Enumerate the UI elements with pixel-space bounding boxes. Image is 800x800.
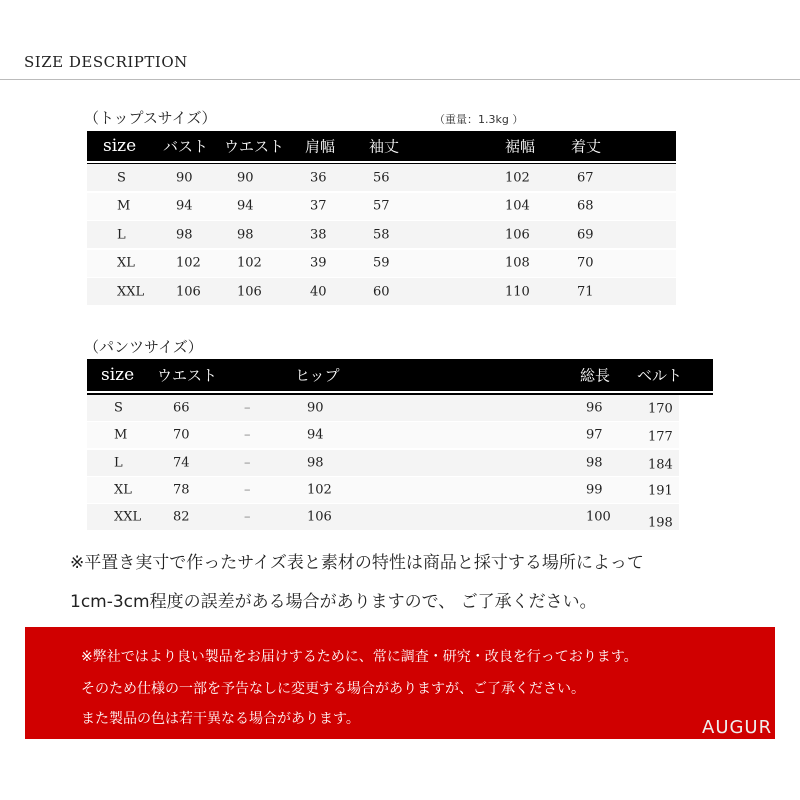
tops-row	[87, 164, 676, 191]
tops-row	[87, 278, 676, 305]
tops-cell-sleeve: 60	[373, 284, 390, 299]
pants-header-size: size	[101, 365, 135, 385]
tops-cell-length: 67	[577, 170, 594, 185]
tops-cell-hem: 110	[505, 284, 530, 299]
tops-cell-waist: 102	[237, 255, 262, 271]
tops-cell-hem: 104	[505, 198, 530, 214]
tops-header-length: 着丈	[571, 137, 602, 156]
pants-row	[87, 395, 679, 421]
tops-cell-size: L	[117, 227, 126, 242]
tops-header-bust: バスト	[163, 137, 209, 156]
pants-cell-dash: –	[244, 455, 251, 471]
tops-cell-length: 69	[577, 227, 594, 242]
pants-cell-length: 98	[586, 455, 603, 471]
tops-cell-waist: 106	[237, 284, 262, 299]
tops-cell-waist: 94	[237, 198, 254, 214]
tops-cell-bust: 102	[176, 255, 201, 271]
size-note-line1: ※平置き実寸で作ったサイズ表と素材の特性は商品と採寸する場所によって	[70, 553, 644, 573]
tops-cell-bust: 90	[176, 170, 193, 185]
tops-header-size: size	[103, 136, 137, 156]
tops-cell-shoulder: 40	[310, 284, 327, 299]
tops-cell-waist: 90	[237, 170, 254, 185]
tops-cell-sleeve: 58	[373, 227, 390, 242]
tops-cell-size: XXL	[117, 284, 145, 299]
notice-box	[25, 627, 775, 739]
pants-cell-length: 96	[586, 400, 603, 416]
pants-header-belt: ベルト	[637, 366, 683, 385]
pants-row	[87, 477, 679, 503]
tops-cell-shoulder: 36	[310, 170, 327, 185]
tops-header-hem: 裾幅	[505, 137, 536, 156]
tops-cell-length: 68	[577, 198, 594, 214]
tops-cell-sleeve: 57	[373, 198, 390, 214]
notice-line3: また製品の色は若干異なる場合があります。	[81, 711, 360, 727]
tops-cell-shoulder: 39	[310, 255, 327, 271]
pants-row	[87, 422, 679, 448]
tops-cell-size: S	[117, 170, 126, 185]
tops-header-bar	[87, 131, 676, 161]
pants-cell-waist: 70	[173, 427, 190, 443]
pants-cell-hip: 102	[307, 482, 332, 498]
tops-cell-shoulder: 38	[310, 227, 327, 242]
tops-header-waist: ウエスト	[224, 137, 285, 156]
pants-cell-length: 100	[586, 509, 611, 525]
tops-cell-size: XL	[117, 255, 135, 271]
tops-cell-bust: 106	[176, 284, 201, 299]
pants-cell-dash: –	[244, 427, 251, 443]
pants-cell-size: XXL	[114, 509, 142, 525]
tops-cell-waist: 98	[237, 227, 254, 242]
tops-row	[87, 250, 676, 277]
pants-cell-dash: –	[244, 509, 251, 525]
tops-header-shoulder: 肩幅	[305, 137, 336, 156]
pants-cell-belt: 198	[648, 515, 673, 531]
size-note-line2: 1cm-3cm程度の誤差がある場合がありますので、 ご了承ください。	[70, 592, 597, 612]
tops-cell-length: 70	[577, 255, 594, 271]
pants-row	[87, 450, 679, 476]
pants-cell-waist: 82	[173, 509, 190, 525]
brand-watermark: AUGUR	[702, 717, 773, 738]
pants-cell-belt: 177	[648, 429, 673, 445]
tops-header-sleeve: 袖丈	[369, 137, 400, 156]
pants-row	[87, 504, 679, 530]
notice-line1: ※弊社ではより良い製品をお届けするために、常に調査・研究・改良を行っております。	[81, 649, 638, 665]
tops-row	[87, 193, 676, 220]
pants-cell-size: L	[114, 455, 123, 471]
tops-cell-bust: 94	[176, 198, 193, 214]
pants-cell-size: XL	[114, 482, 132, 498]
tops-cell-length: 71	[577, 284, 594, 299]
weight-note: （重量：1.3kg ）	[434, 113, 524, 126]
pants-cell-belt: 184	[648, 457, 673, 473]
tops-cell-sleeve: 56	[373, 170, 390, 185]
pants-cell-size: M	[114, 427, 128, 443]
pants-cell-length: 99	[586, 482, 603, 498]
pants-cell-length: 97	[586, 427, 603, 443]
pants-cell-waist: 66	[173, 400, 190, 416]
header-divider	[0, 79, 800, 80]
tops-cell-hem: 106	[505, 227, 530, 242]
pants-cell-hip: 98	[307, 455, 324, 471]
pants-cell-dash: –	[244, 482, 251, 498]
pants-header-hip: ヒップ	[295, 366, 340, 385]
tops-section-label: （トップスサイズ）	[84, 109, 217, 127]
page-title: SIZE DESCRIPTION	[24, 53, 188, 71]
pants-section-label: （パンツサイズ）	[84, 338, 203, 356]
tops-cell-size: M	[117, 198, 131, 214]
tops-cell-bust: 98	[176, 227, 193, 242]
tops-row	[87, 221, 676, 248]
pants-header-length: 総長	[580, 366, 611, 385]
pants-cell-waist: 74	[173, 455, 190, 471]
notice-line2: そのため仕様の一部を予告なしに変更する場合がありますが、ご了承ください。	[81, 681, 585, 697]
pants-cell-dash: –	[244, 400, 251, 416]
pants-cell-hip: 106	[307, 509, 332, 525]
tops-cell-hem: 102	[505, 170, 530, 185]
pants-header-bar	[87, 359, 713, 391]
pants-header-waist: ウエスト	[157, 366, 218, 385]
pants-cell-belt: 191	[648, 483, 673, 499]
tops-cell-sleeve: 59	[373, 255, 390, 271]
tops-cell-shoulder: 37	[310, 198, 327, 214]
tops-cell-hem: 108	[505, 255, 530, 271]
pants-cell-waist: 78	[173, 482, 190, 498]
pants-cell-size: S	[114, 400, 123, 416]
pants-cell-belt: 170	[648, 401, 673, 417]
pants-cell-hip: 94	[307, 427, 324, 443]
pants-cell-hip: 90	[307, 400, 324, 416]
